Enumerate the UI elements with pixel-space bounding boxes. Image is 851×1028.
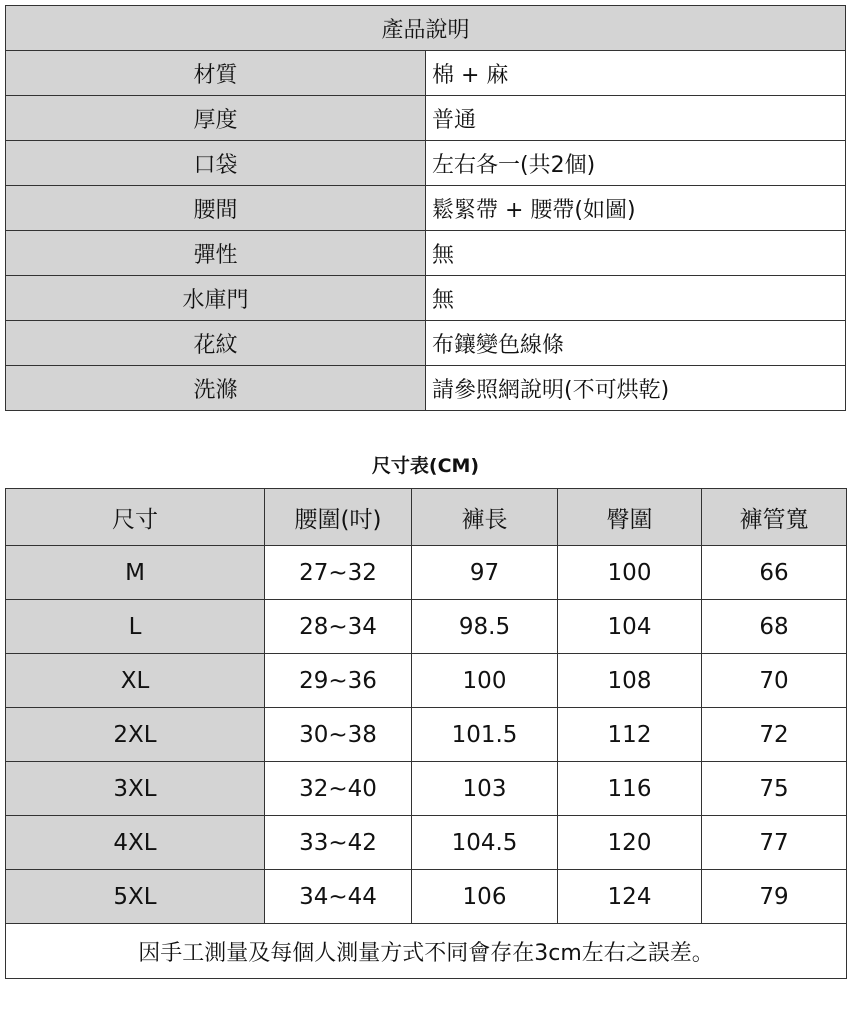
size-name: 4XL: [6, 816, 265, 870]
spec-value-thickness: 普通: [426, 96, 846, 141]
spec-label-pattern: 花紋: [6, 321, 426, 366]
spec-row: [6, 366, 846, 411]
size-name: L: [6, 600, 265, 654]
spec-row: [6, 51, 846, 96]
leg-width-value: 70: [702, 654, 847, 708]
spec-label-washing: 洗滌: [6, 366, 426, 411]
hip-value: 124: [558, 870, 702, 924]
hip-value: 120: [558, 816, 702, 870]
size-row: [6, 654, 847, 708]
spec-label-pockets: 口袋: [6, 141, 426, 186]
hip-value: 112: [558, 708, 702, 762]
product-description-table: [5, 5, 846, 411]
product-title: 產品說明: [6, 6, 846, 51]
spec-row: [6, 186, 846, 231]
header-hip: 臀圍: [558, 489, 702, 546]
measurement-note: 因手工測量及每個人測量方式不同會存在3cm左右之誤差。: [6, 924, 847, 979]
spec-value-material: 棉 + 麻: [426, 51, 846, 96]
spec-row: [6, 276, 846, 321]
length-value: 104.5: [412, 816, 558, 870]
waist-value: 32~40: [265, 762, 412, 816]
spec-row: [6, 231, 846, 276]
header-length: 褲長: [412, 489, 558, 546]
spec-label-waist: 腰間: [6, 186, 426, 231]
size-chart-title: 尺寸表(CM): [371, 455, 480, 477]
size-note-row: [6, 924, 847, 979]
hip-value: 108: [558, 654, 702, 708]
size-row: [6, 708, 847, 762]
waist-value: 30~38: [265, 708, 412, 762]
size-row: [6, 870, 847, 924]
waist-value: 29~36: [265, 654, 412, 708]
spec-value-fly: 無: [426, 276, 846, 321]
spec-label-thickness: 厚度: [6, 96, 426, 141]
leg-width-value: 77: [702, 816, 847, 870]
waist-value: 33~42: [265, 816, 412, 870]
size-row: [6, 762, 847, 816]
header-waist: 腰圍(吋): [265, 489, 412, 546]
size-row: [6, 816, 847, 870]
spec-value-pattern: 布鑲變色線條: [426, 321, 846, 366]
header-size: 尺寸: [6, 489, 265, 546]
leg-width-value: 79: [702, 870, 847, 924]
size-name: 2XL: [6, 708, 265, 762]
waist-value: 27~32: [265, 546, 412, 600]
waist-value: 34~44: [265, 870, 412, 924]
size-chart-table: [5, 488, 847, 979]
product-title-row: [6, 6, 846, 51]
spec-label-fly: 水庫門: [6, 276, 426, 321]
spec-value-pockets: 左右各一(共2個): [426, 141, 846, 186]
spec-value-waist: 鬆緊帶 + 腰帶(如圖): [426, 186, 846, 231]
leg-width-value: 68: [702, 600, 847, 654]
size-header-row: [6, 489, 847, 546]
size-name: M: [6, 546, 265, 600]
leg-width-value: 72: [702, 708, 847, 762]
leg-width-value: 66: [702, 546, 847, 600]
spec-value-elasticity: 無: [426, 231, 846, 276]
spec-row: [6, 96, 846, 141]
size-name: 3XL: [6, 762, 265, 816]
length-value: 106: [412, 870, 558, 924]
spec-row: [6, 321, 846, 366]
length-value: 98.5: [412, 600, 558, 654]
size-name: XL: [6, 654, 265, 708]
length-value: 100: [412, 654, 558, 708]
header-leg-width: 褲管寬: [702, 489, 847, 546]
hip-value: 116: [558, 762, 702, 816]
leg-width-value: 75: [702, 762, 847, 816]
length-value: 101.5: [412, 708, 558, 762]
waist-value: 28~34: [265, 600, 412, 654]
length-value: 97: [412, 546, 558, 600]
hip-value: 100: [558, 546, 702, 600]
size-row: [6, 600, 847, 654]
length-value: 103: [412, 762, 558, 816]
spec-value-washing: 請參照網說明(不可烘乾): [426, 366, 846, 411]
hip-value: 104: [558, 600, 702, 654]
size-row: [6, 546, 847, 600]
spec-label-material: 材質: [6, 51, 426, 96]
size-name: 5XL: [6, 870, 265, 924]
spec-label-elasticity: 彈性: [6, 231, 426, 276]
spec-row: [6, 141, 846, 186]
